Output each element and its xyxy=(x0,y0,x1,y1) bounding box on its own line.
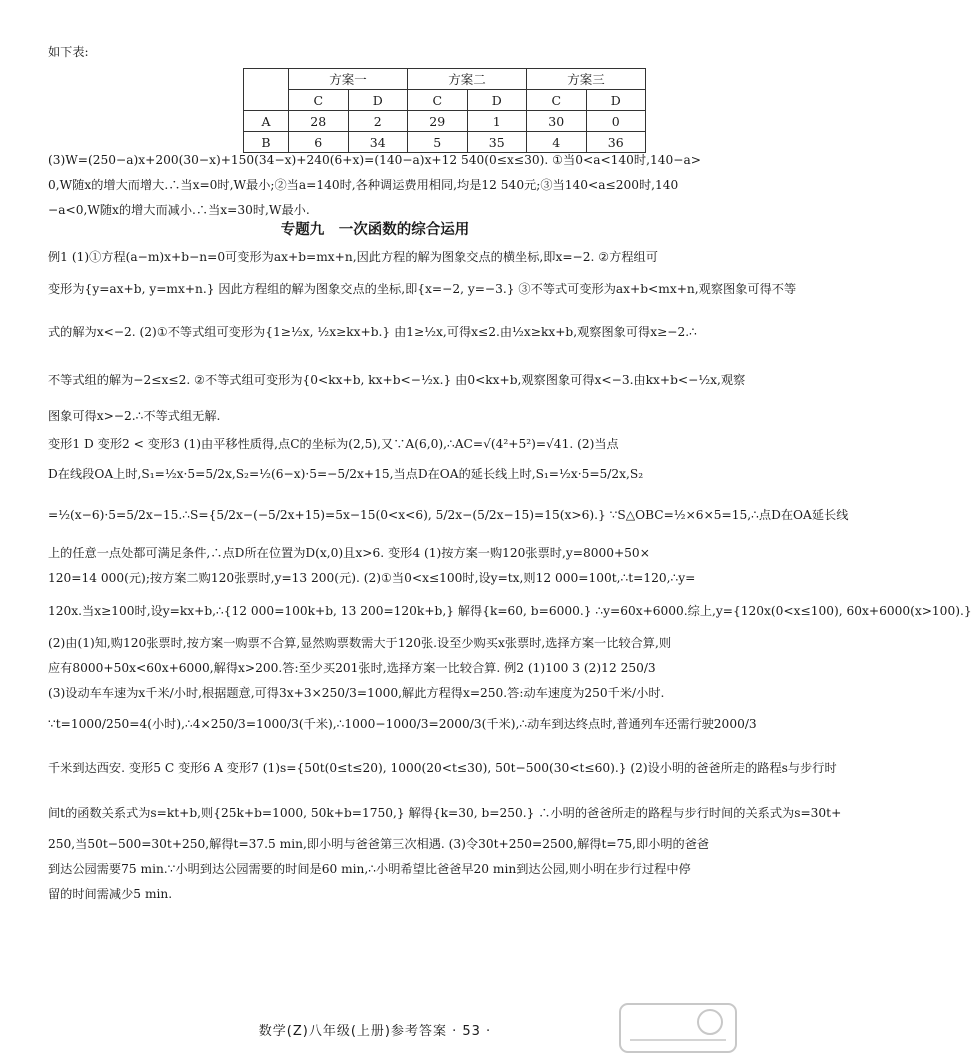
watermark-logo xyxy=(618,1000,738,1056)
text-line: 千米到达西安. 变形5 C 变形6 A 变形7 (1)s={50t(0≤t≤20), 1000(20<t≤30), 50t−500(30<t≤60).} (2)设小明的爸爸所走的路程s与步行时 xyxy=(48,761,837,775)
part3-text xyxy=(48,148,708,223)
table-subheader: D xyxy=(586,90,646,111)
text-line: D在线段OA上时,S₁=½x·5=5/2x,S₂=½(6−x)·5=−5/2x+15,当点D在OA的延长线上时,S₁=½x·5=5/2x,S₂ xyxy=(48,467,644,481)
table-subheader: C xyxy=(289,90,349,111)
text-line: 例1 (1)①方程(a−m)x+b−n=0可变形为ax+b=mx+n,因此方程的解为图象交点的横坐标,即x=−2. ②方程组可 xyxy=(48,250,658,264)
table-cell: 2 xyxy=(348,111,408,132)
row-label: B xyxy=(244,132,289,153)
table-cell: 0 xyxy=(586,111,646,132)
text-line: =½(x−6)·5=5/2x−15.∴S={5/2x−(−5/2x+15)=5x−15(0<x<6), 5/2x−(5/2x−15)=15(x>6).} ∵S△OBC=½×6×5=15,∴点D在OA延长线 xyxy=(48,508,849,522)
table-header: 方案二 xyxy=(408,69,527,90)
table-cell: 36 xyxy=(586,132,646,153)
table-cell: 34 xyxy=(348,132,408,153)
table-row xyxy=(244,111,646,132)
text-line: 间t的函数关系式为s=kt+b,则{25k+b=1000, 50k+b=1750,} 解得{k=30, b=250.} ∴小明的爸爸所走的路程与步行时间的关系式为s=30t+ xyxy=(48,806,842,820)
table-subheader: D xyxy=(348,90,408,111)
text-line: 图象可得x>−2.∴不等式组无解. xyxy=(48,409,221,423)
table-cell: 6 xyxy=(289,132,349,153)
text-line: 式的解为x<−2. (2)①不等式组可变形为{1≥½x, ½x≥kx+b.} 由1≥½x,可得x≤2.由½x≥kx+b,观察图象可得x≥−2.∴ xyxy=(48,325,697,339)
text-line: (3)W=(250−a)x+200(30−x)+150(34−x)+240(6+x)=(140−a)x+12 540(0≤x≤30). ①当0<a<140时,140−a> xyxy=(48,153,701,167)
text-line: 留的时间需减少5 min. xyxy=(48,887,173,901)
text-line: 变形1 D 变形2 < 变形3 (1)由平移性质得,点C的坐标为(2,5),又∵A(6,0),∴AC=√(4²+5²)=√41. (2)当点 xyxy=(48,437,619,451)
text-line: 120x.当x≥100时,设y=kx+b,∴{12 000=100k+b, 13 200=120k+b,} 解得{k=60, b=6000.} ∴y=60x+6000.综上,y={120x(0<x≤100), 60x+6000(x>100).} xyxy=(48,604,972,618)
section-title: 专题九 一次函数的综合运用 xyxy=(280,222,470,238)
solution-body xyxy=(48,245,972,907)
text-line: ∵t=1000/250=4(小时),∴4×250/3=1000/3(千米),∴1000−1000/3=2000/3(千米),∴动车到达终点时,普通列车还需行驶2000/3 xyxy=(48,717,757,731)
table-corner xyxy=(244,90,289,111)
intro-text: 如下表: xyxy=(48,45,89,59)
table-cell: 5 xyxy=(408,132,468,153)
page-footer: 数学(Z)八年级(上册)参考答案 · 53 · xyxy=(258,1024,492,1039)
watermark-frame xyxy=(620,1004,736,1052)
table-subheader: D xyxy=(467,90,527,111)
table-header: 方案三 xyxy=(527,69,646,90)
text-line: 250,当50t−500=30t+250,解得t=37.5 min,即小明与爸爸第三次相遇. (3)令30t+250=2500,解得t=75,即小明的爸爸 xyxy=(48,837,710,851)
table-cell: 4 xyxy=(527,132,587,153)
table-cell: 28 xyxy=(289,111,349,132)
table-subheader: C xyxy=(408,90,468,111)
text-line: (3)设动车车速为x千米/小时,根据题意,可得3x+3×250/3=1000,解此方程得x=250.答:动车速度为250千米/小时. xyxy=(48,686,665,700)
text-line: 变形为{y=ax+b, y=mx+n.} 因此方程组的解为图象交点的坐标,即{x=−2, y=−3.} ③不等式可变形为ax+b<mx+n,观察图象可得不等 xyxy=(48,282,797,296)
table-cell: 35 xyxy=(467,132,527,153)
text-line: 0,W随x的增大而增大.∴当x=0时,W最小;②当a=140时,各种调运费用相同,均是12 540元;③当140<a≤200时,140 xyxy=(48,178,679,192)
text-line: −a<0,W随x的增大而减小.∴当x=30时,W最小. xyxy=(48,203,310,217)
plan-table xyxy=(243,68,646,153)
table-corner xyxy=(244,69,289,90)
text-line: 到达公园需要75 min.∵小明到达公园需要的时间是60 min,∴小明希望比爸爸早20 min到达公园,则小明在步行过程中停 xyxy=(48,862,691,876)
text-line: (2)由(1)知,购120张票时,按方案一购票不合算,显然购票数需大于120张.设至少购买x张票时,选择方案一比较合算,则 xyxy=(48,636,672,650)
table-cell: 1 xyxy=(467,111,527,132)
text-line: 应有8000+50x<60x+6000,解得x>200.答:至少买201张时,选择方案一比较合算. 例2 (1)100 3 (2)12 250/3 xyxy=(48,661,656,675)
table-cell: 30 xyxy=(527,111,587,132)
text-line: 不等式组的解为−2≤x≤2. ②不等式组可变形为{0<kx+b, kx+b<−½x.} 由0<kx+b,观察图象可得x<−3.由kx+b<−½x,观察 xyxy=(48,373,746,387)
table-cell: 29 xyxy=(408,111,468,132)
row-label: A xyxy=(244,111,289,132)
watermark-circle xyxy=(698,1010,722,1034)
text-line: 上的任意一点处都可满足条件,∴点D所在位置为D(x,0)且x>6. 变形4 (1)按方案一购120张票时,y=8000+50× xyxy=(48,546,650,560)
table-subheader: C xyxy=(527,90,587,111)
table-header: 方案一 xyxy=(289,69,408,90)
text-line: 120=14 000(元);按方案二购120张票时,y=13 200(元). (2)①当0<x≤100时,设y=tx,则12 000=100t,∴t=120,∴y= xyxy=(48,571,696,585)
